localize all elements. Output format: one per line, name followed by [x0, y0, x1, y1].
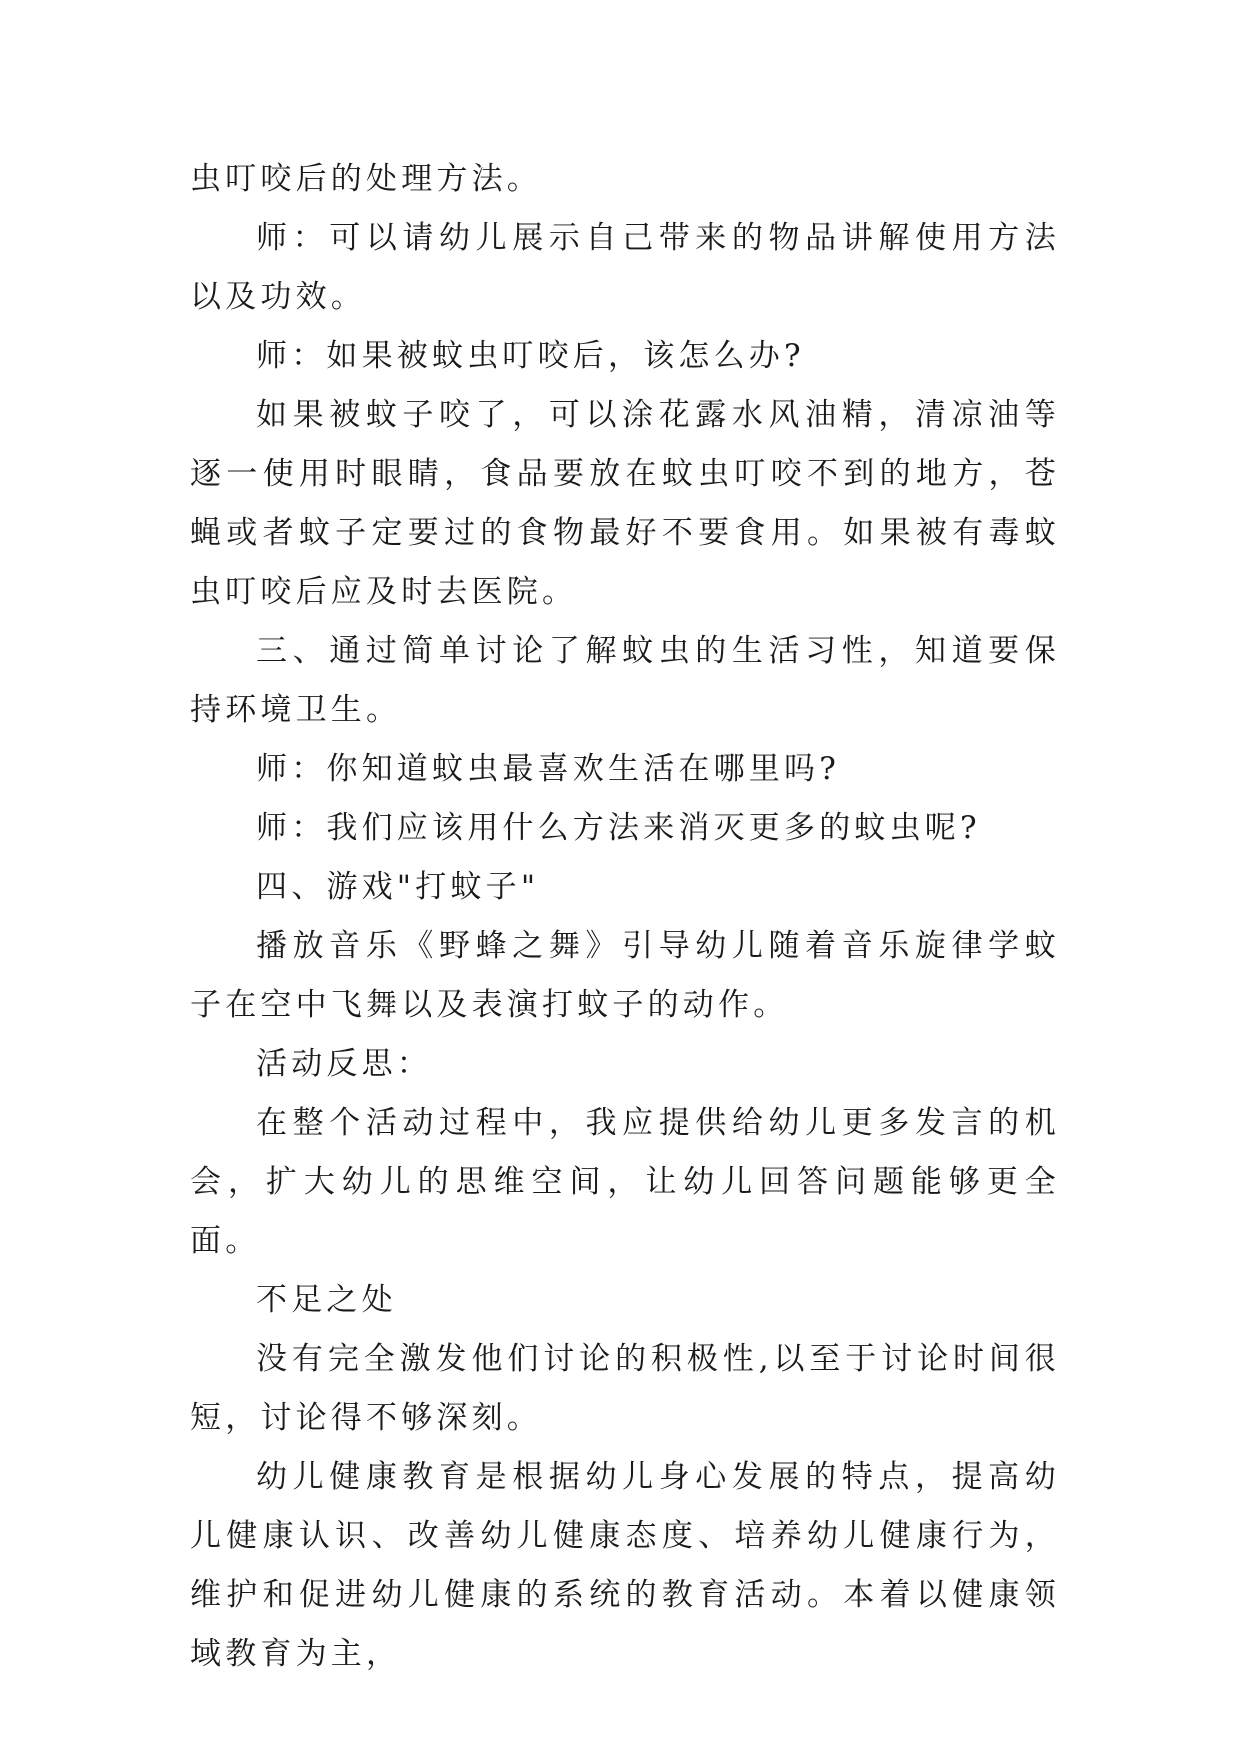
paragraph: 师：我们应该用什么方法来消灭更多的蚊虫呢?: [256, 810, 981, 846]
paragraph: 三、通过简单讨论了解蚊虫的生活习性，知道要保持环境卫生。: [190, 633, 1060, 728]
document-body: [190, 150, 1060, 1684]
paragraph: 虫叮咬后的处理方法。: [190, 161, 542, 197]
paragraph: 师：如果被蚊虫叮咬后，该怎么办?: [256, 338, 805, 374]
paragraph: 如果被蚊子咬了，可以涂花露水风油精，清凉油等逐一使用时眼睛，食品要放在蚊虫叮咬不到的地方，苍蝇或者蚊子定要过的食物最好不要食用。如果被有毒蚊虫叮咬后应及时去医院。: [190, 397, 1060, 610]
paragraph: 师：可以请幼儿展示自己带来的物品讲解使用方法以及功效。: [190, 220, 1060, 315]
paragraph: 在整个活动过程中，我应提供给幼儿更多发言的机会，扩大幼儿的思维空间，让幼儿回答问题能够更全面。: [190, 1105, 1060, 1259]
section-heading: 不足之处: [256, 1282, 397, 1318]
section-heading: 四、游戏"打蚊子": [256, 869, 540, 905]
section-heading: 活动反思：: [256, 1046, 432, 1082]
paragraph: 幼儿健康教育是根据幼儿身心发展的特点，提高幼儿健康认识、改善幼儿健康态度、培养幼儿健康行为，维护和促进幼儿健康的系统的教育活动。本着以健康领域教育为主，: [190, 1459, 1060, 1672]
paragraph: 播放音乐《野蜂之舞》引导幼儿随着音乐旋律学蚊子在空中飞舞以及表演打蚊子的动作。: [190, 928, 1060, 1023]
paragraph: 师：你知道蚊虫最喜欢生活在哪里吗?: [256, 751, 841, 787]
paragraph: 没有完全激发他们讨论的积极性,以至于讨论时间很短，讨论得不够深刻。: [190, 1341, 1060, 1436]
